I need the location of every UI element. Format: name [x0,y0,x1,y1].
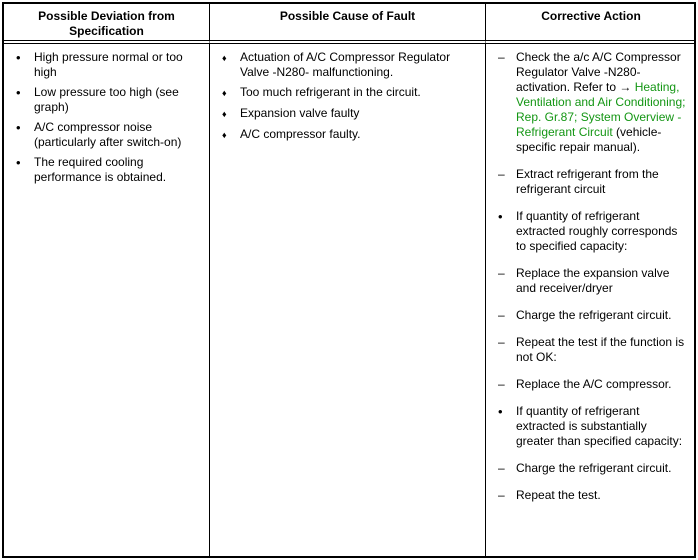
action-item [492,308,686,323]
cause-item [216,85,475,101]
action-item-text [516,404,686,449]
deviation-list [10,50,199,185]
action-item-text [516,461,686,476]
action-item-text [516,266,686,296]
dash-icon: – [498,335,505,349]
deviation-item-text [34,50,199,80]
dash-icon: – [498,377,505,391]
deviation-header-label: Possible Deviation from Specification [38,9,175,38]
dash-icon: – [498,167,505,181]
action-item [492,167,686,197]
dash-icon: – [498,50,505,64]
bullet-icon: • [16,85,21,100]
action-text-segment: If quantity of refrigerant extracted is substantially greater than specified capacity: [516,404,683,448]
action-text-segment: Charge the refrigerant circuit. [516,461,672,475]
action-item [492,461,686,476]
cause-item-text [240,127,475,142]
bullet-icon: • [498,209,503,224]
deviation-item [10,155,199,185]
action-text-segment: Low pressure too high (see graph) [34,85,179,114]
action-text-segment: Too much refrigerant in the circuit. [240,85,421,99]
bullet-icon: • [16,155,21,170]
action-text-segment: Expansion valve faulty [240,106,360,120]
deviation-item-text [34,85,199,115]
diamond-icon: ♦ [222,130,227,140]
action-text-segment: Repeat the test if the function is not OK: [516,335,685,364]
action-text-segment: Replace the expansion valve and receiver/dryer [516,266,670,295]
cause-item [216,106,475,122]
action-text-segment: Actuation of A/C Compressor Regulator Valve -N280- malfunctioning. [240,50,451,79]
dash-icon: – [498,488,505,502]
cause-list [216,50,475,143]
action-text-segment: (vehicle-specific repair manual). [516,125,662,154]
action-item-text [516,209,686,254]
action-text-segment: Repeat the test. [516,488,601,502]
action-text-segment: A/C compressor noise (particularly after switch-on) [34,120,182,149]
deviation-item [10,120,199,150]
action-item [492,377,686,392]
action-text-segment: Check the a/c A/C Compressor Regulator Valve -N280- activation. Refer to → [516,50,681,94]
cause-item [216,127,475,143]
action-item-text [516,308,686,323]
action-text-segment: High pressure normal or too high [34,50,183,79]
action-item-text [516,488,686,503]
dash-icon: – [498,308,505,322]
cause-item-text [240,85,475,100]
action-item [492,488,686,503]
diamond-icon: ♦ [222,109,227,119]
cause-body-cell [210,44,486,556]
cause-header-label: Possible Cause of Fault [279,9,416,23]
action-item [492,50,686,155]
action-item-text [516,167,686,197]
deviation-item [10,85,199,115]
deviation-item-text [34,120,199,150]
action-text-segment: If quantity of refrigerant extracted roughly corresponds to specified capacity: [516,209,678,253]
action-item [492,335,686,365]
action-item-text [516,335,686,365]
bullet-icon: • [16,50,21,65]
troubleshooting-table [2,2,696,558]
action-header-label: Corrective Action [541,9,641,23]
diamond-icon: ♦ [222,88,227,98]
cause-item-text [240,106,475,121]
deviation-item-text [34,155,199,185]
action-header-cell [486,4,696,44]
action-text-segment: A/C compressor faulty. [240,127,361,141]
manual-reference-link[interactable]: Heating, Ventilation and Air Conditioning; Rep. Gr.87; System Overview - Refrigerant Circuit [516,80,686,139]
action-item [492,266,686,296]
bullet-icon: • [498,404,503,419]
cause-header-cell [210,4,486,44]
deviation-header-cell [4,4,210,44]
cause-item-text [240,50,475,80]
cause-item [216,50,475,80]
action-body-cell [486,44,696,556]
action-text-segment: The required cooling performance is obtained. [34,155,167,184]
deviation-body-cell [4,44,210,556]
action-text-segment: Replace the A/C compressor. [516,377,672,391]
dash-icon: – [498,461,505,475]
action-text-segment: Charge the refrigerant circuit. [516,308,672,322]
action-item-text [516,377,686,392]
action-item [492,209,686,254]
bullet-icon: • [16,120,21,135]
diamond-icon: ♦ [222,53,227,63]
action-text-segment: Extract refrigerant from the refrigerant circuit [516,167,659,196]
dash-icon: – [498,266,505,280]
deviation-item [10,50,199,80]
action-item [492,404,686,449]
action-list [492,50,686,503]
action-item-text [516,50,686,155]
